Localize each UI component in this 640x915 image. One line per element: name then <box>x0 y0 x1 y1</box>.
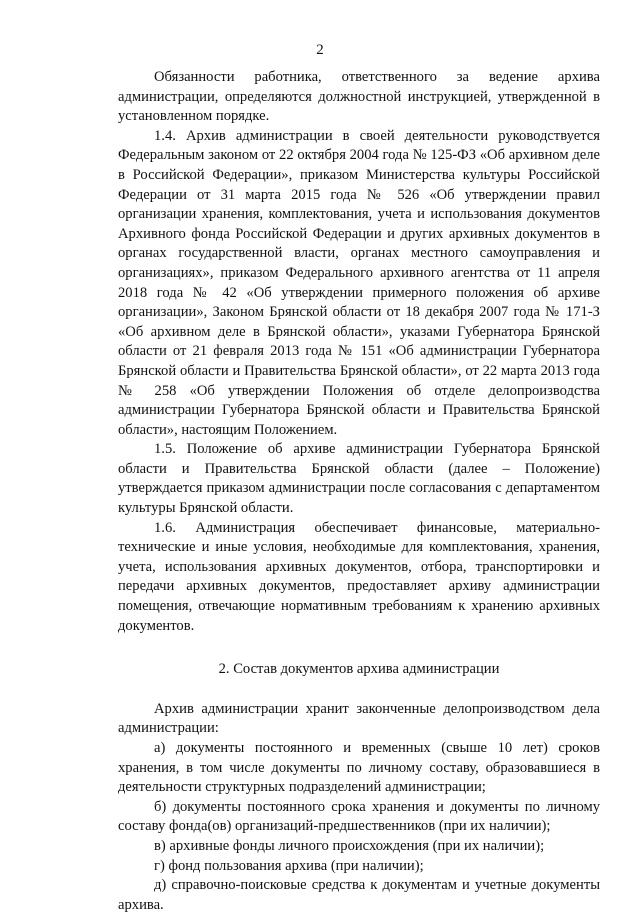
paragraph-duties: Обязанности работника, ответственного за ведение архива администрации, определяются должностной инструкцией, утвержденной в установленном порядке. <box>118 69 600 125</box>
paragraph-1-6: 1.6. Администрация обеспечивает финансовые, материально-технические и иные условия, необходимые для комплектования, хранения, учета, использования архивных документов, отбора, транспортировки и передачи архивных документов, предоставляет архиву администрации помещения, отвечающие нормативным требованиям к хранению архивных документов. <box>118 519 600 634</box>
list-item-v: в) архивные фонды личного происхождения (при их наличии); <box>154 837 545 854</box>
paragraph-1-5: 1.5. Положение об архиве администрации Губернатора Брянской области и Правительства Брянской области (далее – Положение) утверждается приказом администрации после согласования с департаментом культуры Брянской области. <box>118 441 600 517</box>
page-number: 2 <box>316 42 324 58</box>
paragraph-1-4: 1.4. Архив администрации в своей деятельности руководствуется Федеральным законом от 22 октября 2004 года № 125-ФЗ «Об архивном деле в Российской Федерации», приказом Министерства культуры Российской Федерации от 31 марта 2015 года № 526 «Об утверждении правил организации хранения, комплектования, учета и использования документов Архивного фонда Российской Федерации и других архивных документов в органах государственной власти, органах местного самоуправления и организациях», приказом Федерального архивного агентства от 11 апреля 2018 года № 42 «Об утверждении примерного положения об архиве организации», Законом Брянской области от 18 декабря 2007 года № 171-З «Об архивном деле в Брянской области», указами Губернатора Брянской области от 21 февраля 2013 года № 151 «Об администрации Губернатора Брянской области и Правительства Брянской области», от 22 марта 2013 года № 258 «Об утверждении Положения об отделе делопроизводства администрации Губернатора Брянской области и Правительства Брянской области», настоящим Положением. <box>118 127 600 438</box>
list-item-g: г) фонд пользования архива (при наличии); <box>154 857 424 874</box>
list-item-d: д) справочно-поисковые средства к документам и учетные документы архива. <box>118 877 600 913</box>
document-body <box>118 68 600 915</box>
list-item-b: б) документы постоянного срока хранения и документы по личному составу фонда(ов) организаций-предшественников (при их наличии); <box>118 798 600 835</box>
list-item-a: а) документы постоянного и временных (свыше 10 лет) сроков хранения, в том числе документы по личному составу, образовавшиеся в деятельности структурных подразделений администрации; <box>118 740 600 796</box>
section-heading: 2. Состав документов архива администрации <box>218 661 500 678</box>
paragraph-archive-holds: Архив администрации хранит законченные делопроизводством дела администрации: <box>118 700 600 737</box>
